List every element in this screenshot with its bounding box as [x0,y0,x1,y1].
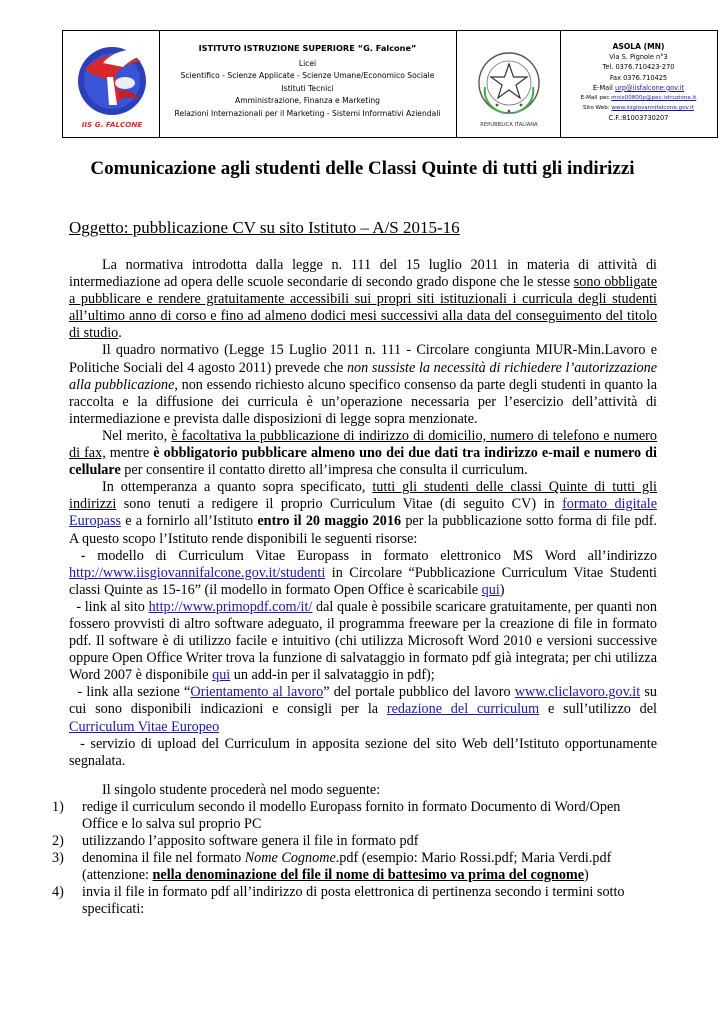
contacts [560,31,717,137]
paragraph-3: Nel merito, è facoltativa la pubblicazione di indirizzo di domicilio, numero di telefono e numero di fax, mentre è obbligatorio pubblicare almeno uno dei due dati tra indirizzo e-mail e numero di cellulare per consentire il contatto diretto all’impresa che consulta il curriculum. [69,427,658,479]
cliclavoro-link[interactable]: www.cliclavoro.gov.it [514,684,641,701]
subject-line: Oggetto: pubblicazione CV su sito Istituto – A/S 2015-16 [69,218,460,237]
web-link[interactable]: www.iisgiovannifalcone.gov.it [611,105,694,112]
letterhead [62,30,718,138]
list-item: 3) denomina il file nel formato Nome Cognome.pdf (esempio: Mario Rossi.pdf; Maria Verdi.pdf (attenzione: nella denominazione del file il nome di battesimo va prima del cognome) [52,850,612,884]
institute-line: Relazioni Internazionali per il Marketing - Sistemi Informativi Aziendali [174,108,441,118]
paragraph-4: In ottemperanza a quanto sopra specificato, tutti gli studenti delle classi Quinte di tutti gli indirizzi sono tenuti a redigere il proprio Curriculum Vitae (di seguito CV) in formato digitale Europass e a fornirlo all’Istituto entro il 20 maggio 2016 per la pubblicazione sotto forma di file pdf. A questo scopo l’Istituto rende disponibili le seguenti risorse: [69,479,658,547]
cv-europeo-link[interactable]: Curriculum Vitae Europeo [69,718,220,735]
page-title: Comunicazione agli studenti delle Classi Quinte di tutti gli indirizzi [90,158,635,179]
resource-3: - link alla sezione “Orientamento al lavoro” del portale pubblico del lavoro www.cliclavoro.gov.it su cui sono disponibili indicazioni e consigli per la redazione del curriculum e sull’utilizzo del Curriculum Vitae Europeo [69,684,657,735]
openoffice-model-link[interactable]: qui [481,581,500,598]
primopdf-link[interactable]: http://www.primopdf.com/it/ [148,598,313,615]
list-item: 4) invia il file in formato pdf all’indirizzo di posta elettronica di pertinenza secondo i termini sotto specificati: [52,884,625,918]
iis-falcone-logo-icon [63,31,159,137]
studenti-link[interactable]: http://www.iisgiovannifalcone.gov.it/studenti [69,564,326,581]
list-item: 1) redige il curriculum secondo il modello Europass fornito in formato Documento di Word/Open Office e lo salva sul proprio PC [52,798,621,832]
redazione-curriculum-link[interactable]: redazione del curriculum [386,701,540,718]
steps-list [52,798,657,919]
list-item: 2) utilizzando l’apposito software genera il file in formato pdf [52,833,419,850]
pec-label: E-Mail pec [580,95,610,102]
resource-2: - link al sito http://www.primopdf.com/it/ dal quale è possibile scaricare gratuitamente, per quanti non fossero provvisti di altro software adeguato, il programma freeware per la creazione di file in formato pdf. Il software è di utilizzo facile e intuitivo (chi utilizza Microsoft Word 2010 e versioni successive oppure Open Office Writer trova la funzione di salvataggio in formato pdf già integrata; per chi utilizza Word 2007 è disponibile qui un add-in per il salvataggio in pdf); [69,598,657,684]
email-link[interactable]: urp@iisfalcone.gov.it [614,83,685,92]
fax: Fax 0376.710425 [609,73,668,82]
city: ASOLA (MN) [612,42,665,51]
italian-republic-emblem-icon [457,31,560,137]
pec-link[interactable]: mnis00800p@pec.istruzione.it [611,95,697,102]
institute-line: Istituti Tecnici [281,83,334,93]
document-body [52,257,658,919]
resource-1: - modello di Curriculum Vitae Europass in formato elettronico MS Word all’indirizzo http://www.iisgiovannifalcone.gov.it/studenti in Circolare “Pubblicazione Curriculum Vitae Studenti classi Quinte as 15-16” (il modello in formato Open Office è scaricabile qui) [69,547,657,598]
resource-4: - servizio di upload del Curriculum in apposita sezione del sito Web dell’Istituto opportunamente segnalata. [69,735,658,769]
institute-name: ISTITUTO ISTRUZIONE SUPERIORE “G. Falcone” [198,43,417,53]
institute-line: Scientifico - Scienze Applicate - Scienze Umane/Economico Sociale [180,71,435,81]
institute-line: Amministrazione, Finanza e Marketing [235,96,380,106]
school-logo-cell [63,31,160,137]
emblem-text: REPUBBLICA ITALIANA [480,122,538,128]
address: Via S. Pignole n°3 [609,53,668,62]
paragraph-1: La normativa introdotta dalla legge n. 111 del 15 luglio 2011 in materia di attività di intermediazione ad opera delle scuole secondarie di secondo grado dispone che le stesse sono obbligate a pubblicare e rendere gratuitamente accessibili sui propri siti istituzionali i curricula degli studenti all’ultimo anno di corso e fino ad almeno dodici mesi successivi alla data del conseguimento del titolo di studio. [69,257,657,342]
web-label: Sito Web: [583,105,610,112]
orientamento-link[interactable]: Orientamento al lavoro [190,684,324,701]
fiscal-code: C.F.:81003730207 [608,114,669,123]
logo-text: IIS G. FALCONE [81,120,143,129]
tel: Tel. 0376.710423-270 [602,63,675,72]
word2007-addin-link[interactable]: qui [212,667,231,684]
europass-link[interactable]: formato digitale Europass [69,496,658,530]
institute-info [159,31,457,137]
paragraph-2: Il quadro normativo (Legge 15 Luglio 2011 n. 111 - Circolare congiunta MIUR-Min.Lavoro e Politiche Sociali del 4 agosto 2011) prevede che non sussiste la necessità di richiedere l’autorizzazione alla pubblicazione, non essendo richiesto alcuno specifico consenso da parte degli studenti in quanto la raccolta e la diffusione dei curricula è un’operazione necessaria per l’esercizio dell’attività di intermediazione e prevista dalle disposizioni di legge sopra menzionate. [69,342,658,427]
emblem-cell [457,31,561,137]
steps-intro: Il singolo studente procederà nel modo seguente: [102,781,381,798]
institute-line: Licei [298,58,317,68]
email-label: E-Mail [592,83,613,92]
